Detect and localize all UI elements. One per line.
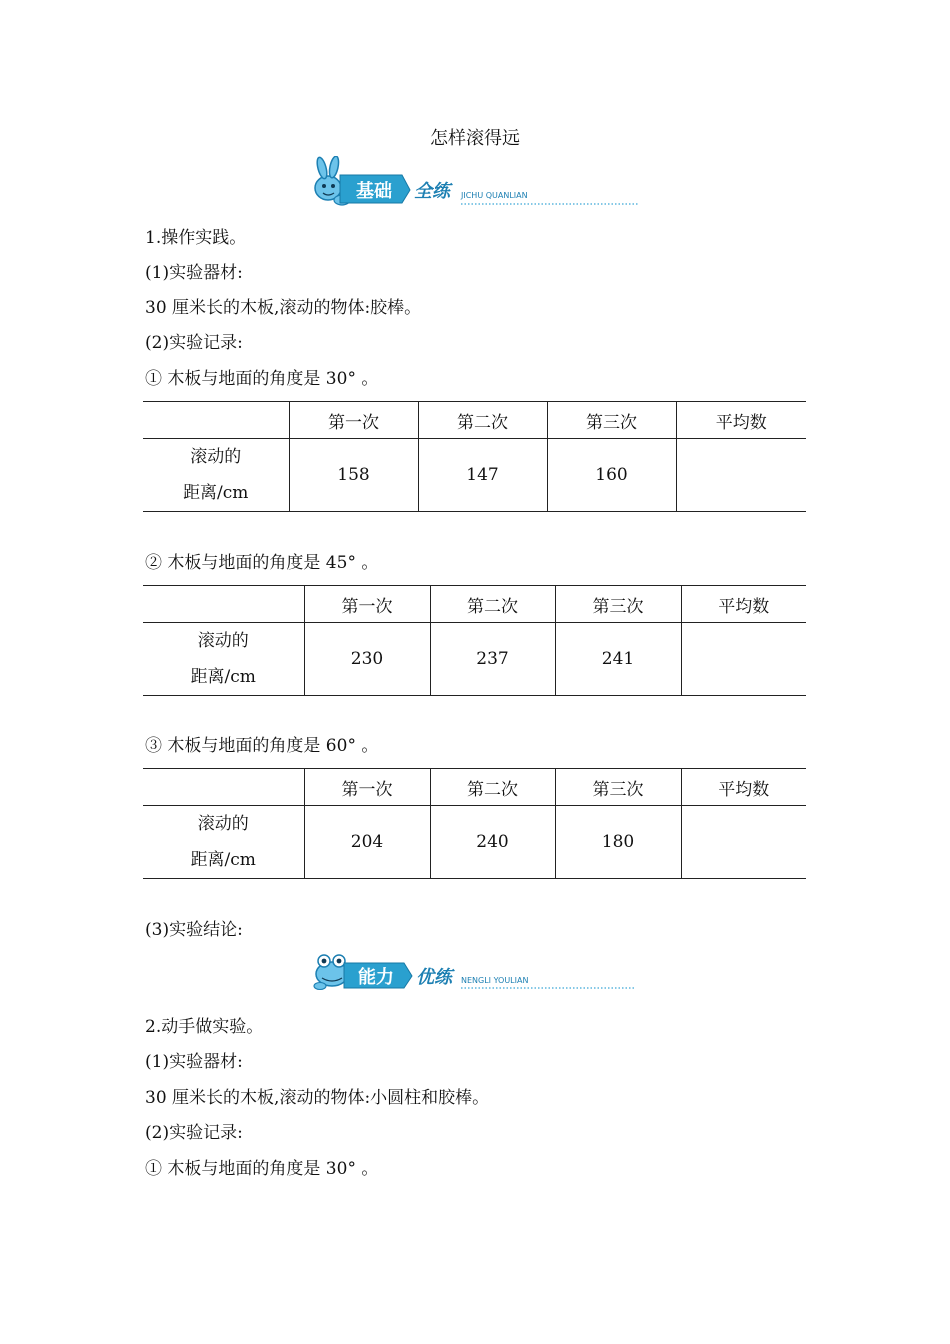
table-header-row — [143, 402, 806, 439]
row-label-line1: 滚动的 — [197, 631, 249, 651]
value-cell: 158 — [289, 439, 418, 512]
table-header-cell: 第三次 — [555, 586, 681, 623]
page-title: 怎样滚得远 — [430, 128, 520, 149]
banner-jichu-cn2: 全练 — [414, 181, 450, 202]
table-row — [143, 806, 806, 879]
table-header-cell: 第二次 — [430, 769, 555, 806]
table-header-cell: 第一次 — [304, 769, 430, 806]
row-label-line1: 滚动的 — [190, 447, 242, 467]
q2-materials-label: (1)实验器材: — [145, 1052, 243, 1072]
table-row — [143, 623, 806, 696]
row-label-cell — [143, 439, 289, 512]
row-label-line2: 距离/cm — [190, 667, 256, 687]
section-banner-jichu — [306, 156, 642, 210]
q1-table3-caption: ③ 木板与地面的角度是 60° 。 — [145, 736, 379, 756]
value-cell: 237 — [430, 623, 555, 696]
table-header-row — [143, 769, 806, 806]
q2-heading: 2.动手做实验。 — [145, 1017, 264, 1037]
row-label-line1: 滚动的 — [197, 814, 249, 834]
table-header-cell — [143, 769, 304, 806]
banner-jichu-en: JICHU QUANLIAN — [461, 191, 528, 200]
section-banner-nengli — [306, 946, 642, 996]
value-cell: 204 — [304, 806, 430, 879]
q1-heading: 1.操作实践。 — [145, 228, 247, 248]
value-cell: 241 — [555, 623, 681, 696]
q1-materials-label: (1)实验器材: — [145, 263, 243, 283]
banner-nengli-en: NENGLI YOULIAN — [461, 976, 529, 985]
table-header-cell: 平均数 — [676, 402, 806, 439]
table-header-cell: 第二次 — [430, 586, 555, 623]
q2-materials: 30 厘米长的木板,滚动的物体:小圆柱和胶棒。 — [145, 1088, 490, 1108]
row-label-cell — [143, 623, 304, 696]
value-cell: 230 — [304, 623, 430, 696]
value-cell: 147 — [418, 439, 547, 512]
q1-table-45deg — [143, 585, 806, 696]
table-header-cell: 第一次 — [289, 402, 418, 439]
frog-mascot-icon — [314, 955, 348, 990]
average-cell[interactable] — [681, 806, 806, 879]
q1-table2-caption: ② 木板与地面的角度是 45° 。 — [145, 553, 379, 573]
table-header-cell — [143, 402, 289, 439]
average-cell[interactable] — [676, 439, 806, 512]
q2-table1-caption: ① 木板与地面的角度是 30° 。 — [145, 1159, 379, 1179]
banner-nengli-cn2: 优练 — [416, 967, 452, 988]
q1-table1-caption: ① 木板与地面的角度是 30° 。 — [145, 369, 379, 389]
banner-jichu-cn1: 基础 — [356, 181, 392, 202]
value-cell: 160 — [547, 439, 676, 512]
table-header-row — [143, 586, 806, 623]
q1-materials: 30 厘米长的木板,滚动的物体:胶棒。 — [145, 298, 422, 318]
row-label-line2: 距离/cm — [183, 483, 249, 503]
q2-record-label: (2)实验记录: — [145, 1123, 243, 1143]
table-row — [143, 439, 806, 512]
q1-record-label: (2)实验记录: — [145, 333, 243, 353]
q1-conclusion-label: (3)实验结论: — [145, 920, 243, 940]
table-header-cell: 平均数 — [681, 769, 806, 806]
row-label-cell — [143, 806, 304, 879]
q1-table-30deg — [143, 401, 806, 512]
table-header-cell — [143, 586, 304, 623]
value-cell: 180 — [555, 806, 681, 879]
banner-nengli-cn1: 能力 — [358, 967, 394, 988]
table-header-cell: 第一次 — [304, 586, 430, 623]
q1-table-60deg — [143, 768, 806, 879]
table-header-cell: 第三次 — [555, 769, 681, 806]
table-header-cell: 第二次 — [418, 402, 547, 439]
row-label-line2: 距离/cm — [190, 850, 256, 870]
value-cell: 240 — [430, 806, 555, 879]
average-cell[interactable] — [681, 623, 806, 696]
table-header-cell: 平均数 — [681, 586, 806, 623]
table-header-cell: 第三次 — [547, 402, 676, 439]
